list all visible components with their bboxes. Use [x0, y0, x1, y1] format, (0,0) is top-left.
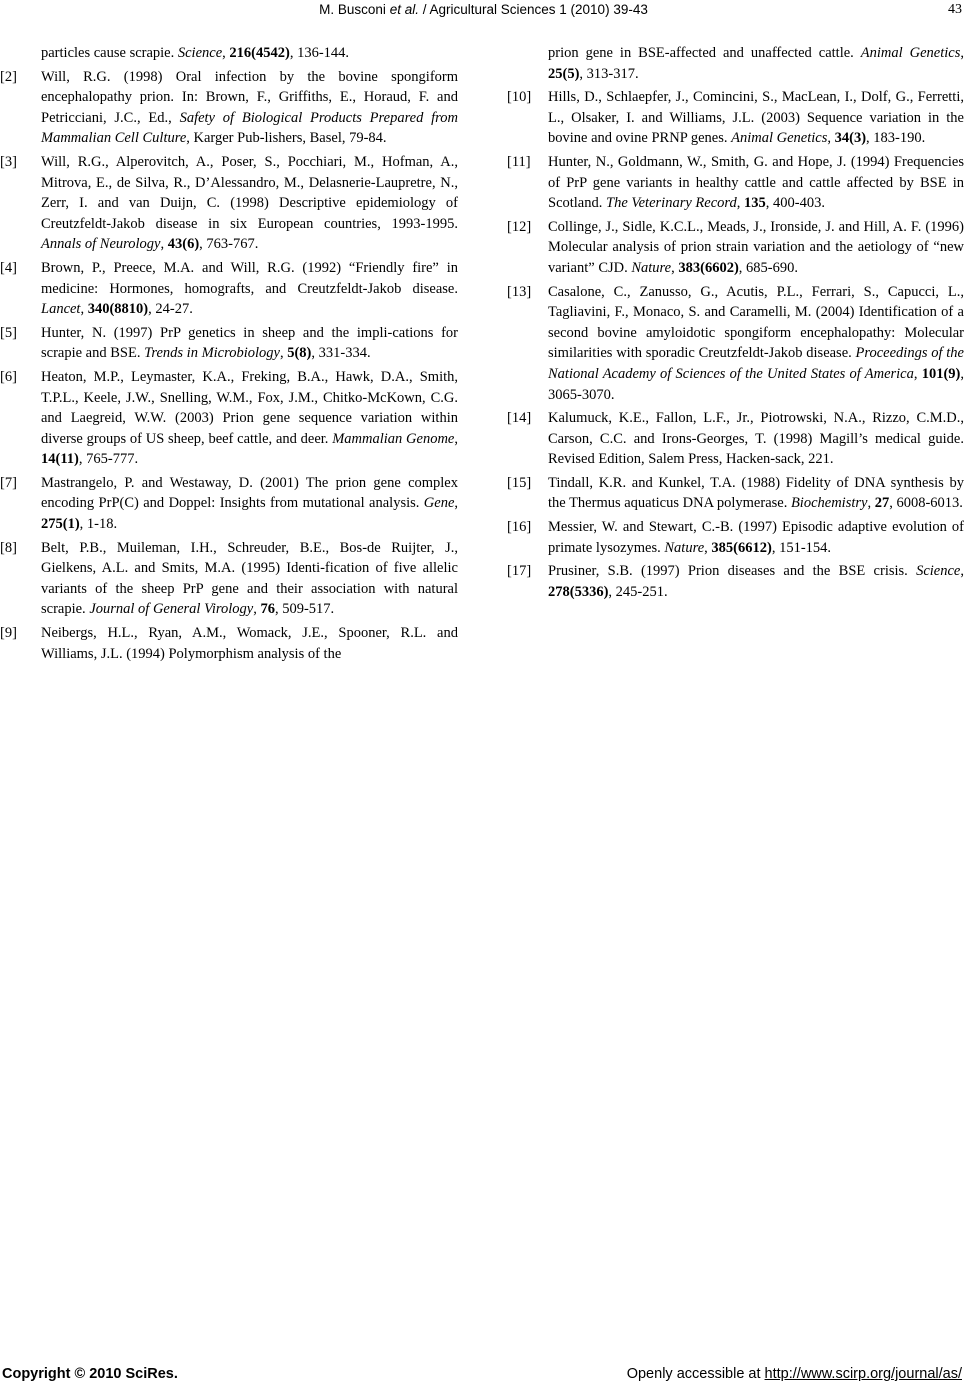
reference-text — [548, 563, 964, 600]
reference-segment: , — [736, 195, 744, 212]
running-title-et-al: et al. — [389, 2, 419, 17]
reference-number: [7] — [0, 474, 17, 491]
reference-entry — [507, 473, 964, 514]
reference-text — [548, 89, 964, 146]
reference-number: [5] — [0, 324, 17, 341]
reference-segment: , — [454, 495, 458, 512]
running-title-authors: M. Busconi — [319, 2, 390, 17]
running-title — [0, 2, 967, 17]
reference-segment: , — [253, 601, 261, 618]
reference-number: [4] — [0, 259, 17, 276]
reference-number: [13] — [507, 283, 532, 300]
reference-segment: , 245-251. — [608, 583, 668, 600]
reference-segment: Heaton, M.P., Leymaster, K.A., Freking, B.A., Hawk, D.A., Smith, T.P.L., Keele, J.W., Snelling, W.M., Fox, J.M., Chitko-McKown, C.G. and Laegreid, W.W. (2003) Prion gene sequence variation within diverse groups of US sheep, beef cattle, and deer. — [41, 368, 458, 447]
reference-entry — [507, 87, 964, 149]
reference-segment: , 685-690. — [738, 259, 798, 276]
journal-title: Trends in Microbiology — [144, 345, 280, 362]
reference-entry — [507, 561, 964, 602]
journal-title: Gene — [423, 495, 455, 512]
reference-segment: , 183-190. — [866, 130, 926, 147]
volume-issue: 383(6602) — [678, 259, 739, 276]
reference-segment: Will, R.G., Alperovitch, A., Poser, S., Pocchiari, M., Hofman, A., Mitrova, E., de Silva, R., D’Alessandro, M., Delasnerie-Laupretre, N., Zerr, I. and van Duijn, C. (1998) Descriptive epidemiology of Creutzfeldt-Jakob disease in six European countries, 1993-1995. — [41, 153, 458, 232]
reference-text — [41, 260, 458, 317]
reference-segment: Messier, W. and Stewart, C.-B. (1997) Episodic adaptive evolution of primate lysozymes. — [548, 519, 964, 556]
reference-segment: Mastrangelo, P. and Westaway, D. (2001) The prion gene complex encoding PrP(C) and Doppel: Insights from mutational analysis. — [41, 474, 458, 512]
reference-number: [6] — [0, 368, 17, 385]
reference-segment: , 151-154. — [771, 539, 832, 556]
reference-segment: Kalumuck, K.E., Fallon, L.F., Jr., Piotrowski, N.A., Rizzo, C.M.D., Carson, C.C. and Irons-Georges, T. (1998) Magill’s medical guide. Revised Edition, Salem Press, Hacken-sack, 221. — [548, 410, 964, 468]
journal-title: Animal Genetics — [860, 45, 961, 61]
reference-segment: , — [671, 259, 679, 276]
reference-number: [15] — [507, 474, 532, 491]
reference-segment: , — [827, 130, 835, 147]
volume-issue: 278(5336) — [548, 583, 609, 600]
reference-text — [41, 369, 458, 467]
reference-entry — [0, 623, 458, 664]
reference-entry — [0, 367, 458, 470]
reference-segment: , — [160, 236, 168, 253]
reference-text — [548, 475, 964, 512]
reference-text — [41, 540, 458, 618]
reference-text — [41, 325, 458, 362]
journal-title: Journal of General Virology — [89, 601, 254, 618]
reference-number: [17] — [507, 563, 532, 580]
journal-title: Proceedings of the National Academy of Sciences of the United States of America — [548, 345, 964, 382]
reference-segment: , — [960, 45, 964, 61]
reference-segment: , — [867, 495, 875, 512]
journal-title: Science — [177, 45, 223, 61]
reference-text — [41, 154, 458, 252]
reference-number: [8] — [0, 539, 17, 556]
reference-segment: , — [279, 345, 288, 362]
reference-segment: , 765-777. — [78, 451, 139, 468]
reference-number: [12] — [507, 218, 532, 235]
right-column-references — [507, 43, 964, 605]
reference-segment: Hills, D., Schlaepfer, J., Comincini, S., MacLean, I., Dolf, G., Ferretti, L., Olsaker, I. and Williams, J.L. (2003) Sequence variation in the bovine and ovine PRNP genes. — [548, 89, 964, 147]
reference-segment: , 331-334. — [311, 345, 371, 362]
journal-title: Biochemistry — [790, 495, 868, 512]
reference-segment: Tindall, K.R. and Kunkel, T.A. (1988) Fidelity of DNA synthesis by the Thermus aquaticus DNA polymerase. — [548, 474, 964, 512]
reference-segment: Collinge, J., Sidle, K.C.L., Meads, J., Ironside, J. and Hill, A. F. (1996) Molecular analysis of prion strain variation and the aetiology of “new variant” CJD. — [548, 218, 964, 276]
reference-entry — [507, 152, 964, 214]
reference-segment: , 24-27. — [148, 301, 193, 318]
reference-entry — [0, 152, 458, 255]
journal-title: Nature — [664, 539, 705, 556]
reference-segment: Belt, P.B., Muileman, I.H., Schreuder, B.E., Bos-de Ruijter, J., Gielkens, A.L. and Smits, M.A. (1995) Identi-fication of five allelic variants of the sheep PrP gene and their association with natural scrapie. — [41, 539, 458, 618]
reference-text — [548, 219, 964, 276]
reference-segment: , — [80, 301, 88, 318]
journal-title: Animal Genetics — [731, 130, 828, 147]
reference-segment: , 313-317. — [579, 65, 639, 82]
reference-segment: , 400-403. — [765, 195, 825, 212]
reference-entry — [507, 517, 964, 558]
reference-segment: , — [704, 539, 712, 556]
journal-title: Annals of Neurology — [41, 236, 161, 253]
reference-entry — [0, 473, 458, 535]
volume-issue: 340(8810) — [87, 301, 149, 318]
volume-issue: 101(9) — [921, 365, 961, 382]
reference-number: [2] — [0, 68, 17, 85]
page-header — [0, 2, 967, 22]
reference-number: [11] — [507, 153, 531, 170]
reference-segment: , Karger Pub-lishers, Basel, 79-84. — [186, 130, 387, 147]
reference-segment: Casalone, C., Zanusso, G., Acutis, P.L., Ferrari, S., Capucci, L., Tagliavini, F., Monaco, S. and Caramelli, M. (2004) Identification of a second bovine amyloidotic spongiform encephalopathy: Molecular similarities with sporadic Creutzfeldt-Jakob disease. — [548, 283, 964, 362]
volume-issue: 27 — [874, 495, 890, 512]
reference-number: [3] — [0, 153, 17, 170]
reference-segment: Neibergs, H.L., Ryan, A.M., Womack, J.E., Spooner, R.L. and Williams, J.L. (1994) Polymorphism analysis of the — [41, 625, 458, 662]
reference-segment: Brown, P., Preece, M.A. and Will, R.G. (1992) “Friendly fire” in medicine: Hormones, homografts, and Creutzfeldt-Jakob disease. — [41, 259, 458, 297]
reference-text — [548, 410, 964, 467]
reference-segment: , — [913, 365, 922, 382]
journal-title: Nature — [631, 259, 672, 276]
journal-url-link[interactable]: http://www.scirp.org/journal/as/ — [764, 1366, 962, 1382]
journal-title: Science — [916, 563, 961, 580]
reference-segment: , 1-18. — [79, 516, 118, 533]
reference-segment: , 763-767. — [199, 236, 259, 253]
journal-title: Lancet — [41, 301, 81, 318]
reference-entry — [0, 43, 458, 64]
reference-text — [548, 519, 964, 556]
open-access-label: Openly accessible at — [626, 1366, 765, 1382]
volume-issue: 76 — [260, 601, 275, 618]
reference-entry — [0, 538, 458, 620]
reference-text — [41, 475, 458, 532]
volume-issue: 14(11) — [41, 451, 79, 468]
reference-text — [41, 45, 349, 61]
reference-entry — [507, 282, 964, 406]
reference-segment: Will, R.G. (1998) Oral infection by the bovine spongiform encephalopathy prion. In: Brown, F., Griffiths, E., Horaud, F. and Petricciani, J.C., Ed., — [41, 68, 458, 126]
reference-text — [41, 69, 458, 147]
copyright-notice: Copyright © 2010 SciRes. — [2, 1366, 178, 1382]
reference-entry — [0, 323, 458, 364]
journal-title: The Veterinary Record — [606, 195, 737, 212]
open-access-notice — [627, 1366, 962, 1382]
reference-text — [548, 154, 964, 211]
reference-segment: , 6008-6013. — [889, 495, 963, 512]
reference-segment: , 136-144. — [289, 45, 350, 61]
volume-issue: 5(8) — [287, 345, 312, 362]
reference-entry — [0, 258, 458, 320]
reference-number: [10] — [507, 89, 532, 106]
reference-entry — [507, 408, 964, 470]
volume-issue: 216(4542) — [229, 45, 290, 61]
reference-text — [548, 284, 964, 403]
volume-issue: 34(3) — [834, 130, 867, 147]
reference-segment: , 3065-3070. — [548, 365, 964, 403]
volume-issue: 25(5) — [548, 65, 580, 82]
reference-segment: Hunter, N. (1997) PrP genetics in sheep and the impli-cations for scrapie and BSE. — [41, 324, 458, 362]
page-number: 43 — [948, 2, 962, 17]
reference-entry — [0, 67, 458, 149]
running-title-journal: / Agricultural Sciences 1 (2010) 39-43 — [418, 2, 648, 17]
journal-title: Mammalian Genome — [332, 430, 455, 447]
reference-segment: , — [222, 45, 230, 61]
reference-segment: , 509-517. — [274, 601, 335, 618]
journal-title: Safety of Biological Products Prepared from Mammalian Cell Culture — [41, 109, 459, 147]
reference-segment: , — [454, 430, 458, 447]
reference-segment: , — [960, 563, 964, 580]
volume-issue: 385(6612) — [711, 539, 772, 556]
reference-number: [14] — [507, 410, 532, 427]
reference-segment: Hunter, N., Goldmann, W., Smith, G. and Hope, J. (1994) Frequencies of PrP gene variants in healthy cattle and cattle affected by BSE in Scotland. — [548, 153, 964, 212]
reference-segment: prion gene in BSE-affected and unaffected cattle. — [548, 45, 861, 61]
reference-segment: Prusiner, S.B. (1997) Prion diseases and the BSE crisis. — [548, 563, 917, 580]
reference-entry — [507, 43, 964, 84]
reference-number: [16] — [507, 519, 532, 536]
left-column-references — [0, 43, 458, 667]
reference-segment: particles cause scrapie. — [41, 45, 178, 61]
reference-text — [41, 625, 458, 662]
reference-entry — [507, 217, 964, 279]
volume-issue: 135 — [743, 195, 766, 212]
reference-text — [548, 45, 964, 82]
volume-issue: 275(1) — [41, 516, 80, 533]
reference-number: [9] — [0, 625, 17, 642]
page-footer — [0, 1364, 967, 1388]
volume-issue: 43(6) — [167, 236, 200, 253]
